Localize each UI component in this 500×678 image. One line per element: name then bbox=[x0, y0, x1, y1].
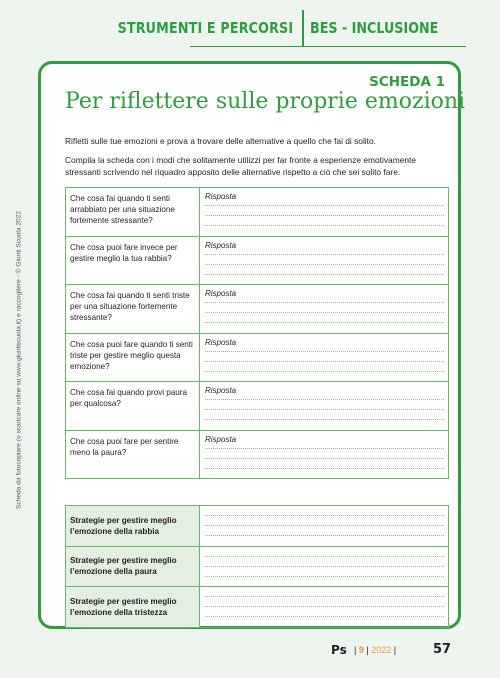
answer-line bbox=[205, 525, 444, 526]
answer-line bbox=[205, 399, 444, 400]
issue-number: 9 bbox=[358, 645, 364, 655]
answer-line bbox=[205, 566, 444, 567]
answer-label: Risposta bbox=[205, 192, 237, 201]
footer-separator: | bbox=[393, 645, 397, 655]
answer-label: Risposta bbox=[205, 434, 237, 444]
issue-info bbox=[354, 645, 396, 655]
footer-separator: | bbox=[354, 645, 357, 655]
question-row bbox=[66, 430, 449, 479]
question-row bbox=[66, 333, 449, 382]
answer-line bbox=[205, 535, 444, 536]
question-row bbox=[66, 382, 449, 431]
header-category: STRUMENTI E PERCORSI bbox=[117, 19, 294, 37]
issue-year: 2022 bbox=[371, 645, 392, 655]
answer-line bbox=[205, 458, 444, 459]
answer-cell[interactable] bbox=[200, 236, 449, 285]
answer-line bbox=[205, 274, 444, 275]
answer-label: Risposta bbox=[205, 337, 237, 347]
question-cell: Che cosa puoi fare quando ti senti triste per gestire meglio questa emozione? bbox=[66, 333, 200, 382]
answer-line bbox=[205, 556, 444, 557]
answer-cell[interactable] bbox=[200, 382, 449, 431]
answer-label: Risposta bbox=[205, 386, 237, 395]
page-footer bbox=[0, 640, 500, 664]
answer-line bbox=[205, 596, 444, 597]
question-cell: Che cosa fai quando provi paura per qualcosa? bbox=[66, 382, 200, 431]
question-row bbox=[66, 188, 449, 237]
question-cell: Che cosa puoi fare per sentire meno la paura? bbox=[66, 430, 200, 479]
answer-line bbox=[205, 254, 444, 255]
question-cell: Che cosa fai quando ti senti arrabbiato per una situazione fortemente stressante? bbox=[66, 188, 200, 237]
strategy-answer-cell[interactable] bbox=[200, 506, 449, 547]
answer-line bbox=[205, 371, 444, 372]
answer-line bbox=[205, 606, 444, 607]
strategy-table bbox=[65, 505, 449, 628]
page-number: 57 bbox=[433, 642, 452, 657]
answer-line bbox=[205, 264, 444, 265]
strategy-label: Strategie per gestire meglio l’emozione della tristezza bbox=[66, 587, 200, 628]
answer-line bbox=[205, 419, 444, 420]
answer-line bbox=[205, 409, 444, 410]
answer-cell[interactable] bbox=[200, 333, 449, 382]
header-rule bbox=[190, 46, 466, 47]
worksheet-title: Per riflettere sulle proprie emozioni bbox=[65, 89, 466, 114]
strategy-label: Strategie per gestire meglio l’emozione della paura bbox=[66, 546, 200, 587]
answer-cell[interactable] bbox=[200, 285, 449, 334]
answer-line bbox=[205, 215, 444, 216]
worksheet-card bbox=[38, 61, 466, 629]
header-divider bbox=[302, 10, 304, 46]
answer-line bbox=[205, 361, 444, 362]
intro-paragraph: Compila la scheda con i modi che solitamente utilizzi per far fronte a esperienze emotivamente stressanti scrivendo nel riquadro apposito delle alternative rispetto a ciò che sei solito fare. bbox=[65, 155, 416, 177]
answer-label: Risposta bbox=[205, 240, 237, 250]
section-header bbox=[79, 10, 466, 46]
question-table bbox=[65, 187, 449, 479]
worksheet-intro bbox=[65, 135, 445, 178]
strategy-answer-cell[interactable] bbox=[200, 546, 449, 587]
answer-line bbox=[205, 312, 444, 313]
answer-line bbox=[205, 225, 444, 226]
header-section: BES - INCLUSIONE bbox=[309, 19, 438, 37]
answer-line bbox=[205, 205, 444, 206]
answer-cell[interactable] bbox=[200, 430, 449, 479]
question-cell: Che cosa puoi fare invece per gestire meglio la tua rabbia? bbox=[66, 236, 200, 285]
footer-separator: | bbox=[366, 645, 369, 655]
answer-cell[interactable] bbox=[200, 188, 449, 237]
magazine-logo: Ps bbox=[331, 643, 347, 657]
answer-line bbox=[205, 448, 444, 449]
answer-label: Risposta bbox=[205, 289, 237, 298]
answer-line bbox=[205, 576, 444, 577]
strategy-answer-cell[interactable] bbox=[200, 587, 449, 628]
answer-line bbox=[205, 515, 444, 516]
answer-line bbox=[205, 322, 444, 323]
intro-paragraph: Rifletti sulle tue emozioni e prova a trovare delle alternative a quello che fai di solito. bbox=[65, 136, 376, 146]
side-note-text: Scheda da fotocopiare (o scaricare online su www.giuntiscuola.it) e raccogliere - © Giunti Scuola 2022 bbox=[15, 210, 23, 510]
question-row bbox=[66, 236, 449, 285]
strategy-row bbox=[66, 506, 449, 547]
worksheet-label: SCHEDA 1 bbox=[369, 74, 445, 90]
strategy-label: Strategie per gestire meglio l’emozione della rabbia bbox=[66, 506, 200, 547]
strategy-row bbox=[66, 546, 449, 587]
answer-line bbox=[205, 616, 444, 617]
answer-line bbox=[205, 302, 444, 303]
answer-line bbox=[205, 351, 444, 352]
question-row bbox=[66, 285, 449, 334]
question-cell: Che cosa fai quando ti senti triste per una situazione fortemente stressante? bbox=[66, 285, 200, 334]
answer-line bbox=[205, 468, 444, 469]
strategy-row bbox=[66, 587, 449, 628]
